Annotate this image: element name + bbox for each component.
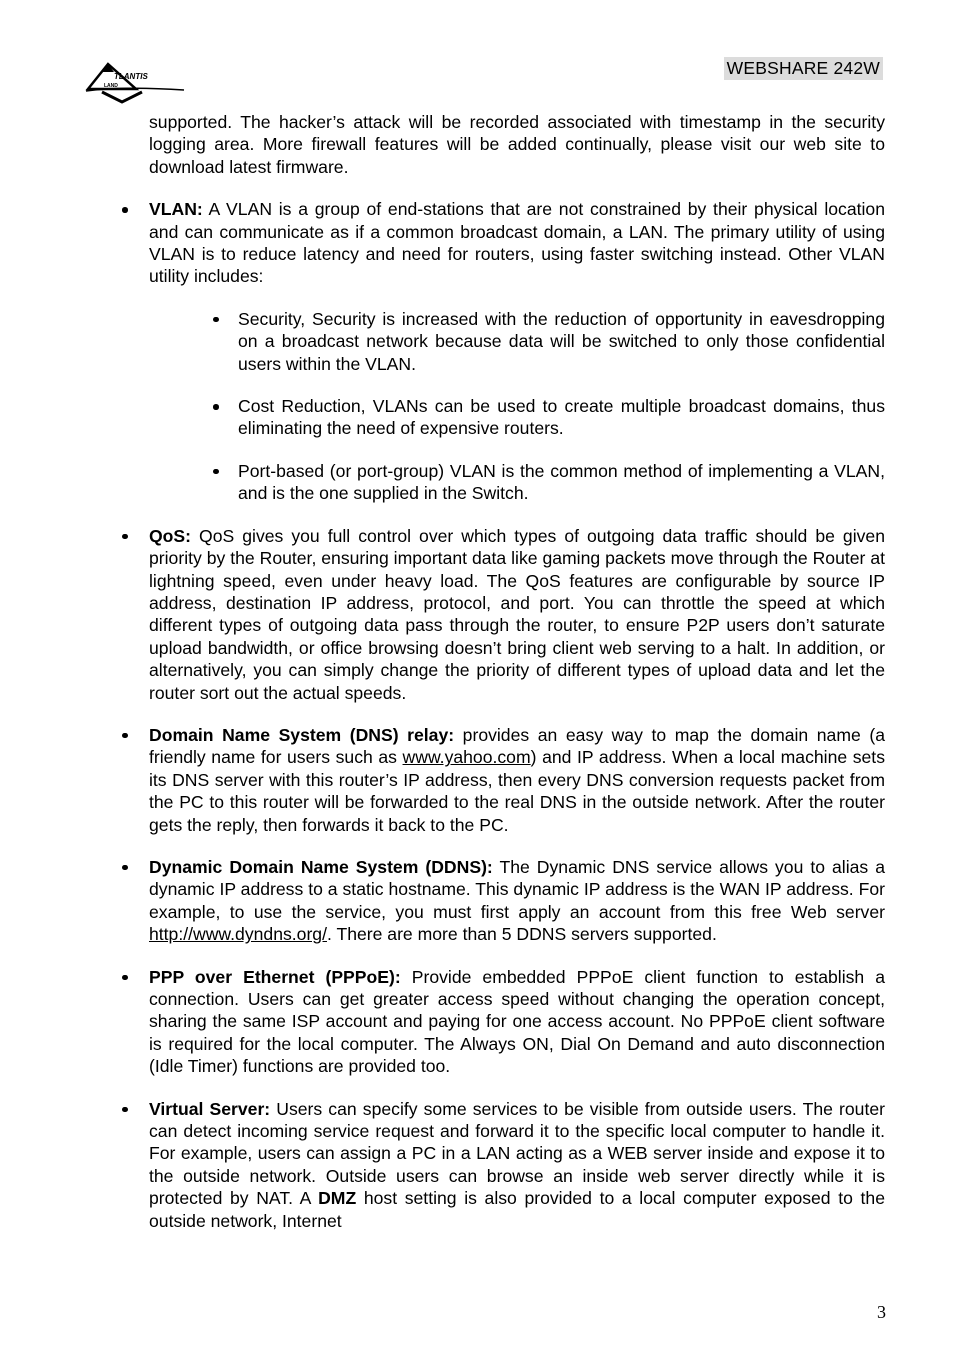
ddns-text-b: . There are more than 5 DDNS servers supported. <box>326 924 717 945</box>
virtual-server-text-a: Users can specify some services to be visible from outside users. The router can detect incoming service request and forward it to the specific local computer to handle it. For example, users can assign a PC in a LAN acting as a WEB server inside and expose it to the outside network. Outside users can browse an inside web server directly while it is protected by NAT. A <box>149 1098 885 1209</box>
vlan-sublist <box>238 308 885 505</box>
atlantis-logo <box>84 56 188 106</box>
virtual-server-item <box>149 1098 885 1232</box>
dmz-label: DMZ <box>318 1188 357 1209</box>
virtual-server-text-b: host setting is also provided to a local computer exposed to the outside network, Internet <box>149 1188 885 1231</box>
vlan-item <box>149 198 885 504</box>
vlan-title: VLAN: <box>149 199 203 220</box>
product-name: WEBSHARE 242W <box>724 57 883 80</box>
ddns-text-a: The Dynamic DNS service allows you to alias a dynamic IP address to a static hostname. This dynamic IP address is the WAN IP address. For example, to use the service, you must first apply an account from this free Web server <box>149 856 885 922</box>
dns-title: Domain Name System (DNS) relay: <box>149 724 455 745</box>
svg-text:TLANTIS: TLANTIS <box>114 72 148 81</box>
vlan-sub-text: Port-based (or port-group) VLAN is the common method of implementing a VLAN, and is the one supplied in the Switch. <box>238 460 885 504</box>
dyndns-link[interactable]: http://www.dyndns.org/ <box>149 924 327 945</box>
ddns-title: Dynamic Domain Name System (DDNS): <box>149 856 493 877</box>
virtual-server-title: Virtual Server: <box>149 1098 271 1119</box>
dns-text-b: ) and IP address. When a local machine sets its DNS server with this router’s IP address, then every DNS conversion requests packet from the PC to this router will be forwarded to the real DNS in the outside network. After the router gets the reply, then forwards it back to the PC. <box>149 747 885 835</box>
svg-text:LAND: LAND <box>104 83 118 89</box>
page-body <box>149 111 885 1252</box>
atlantis-land-logo-icon <box>84 56 188 106</box>
qos-item <box>149 525 885 704</box>
ddns-item <box>149 856 885 946</box>
qos-title: QoS: <box>149 525 192 546</box>
page-number: 3 <box>877 1302 886 1322</box>
vlan-text: A VLAN is a group of end-stations that are not constrained by their physical location and can communicate as if a common broadcast domain, a LAN. The primary utility of using VLAN is to reduce latency and need for routers, using faster switching instead. Other VLAN utility includes: <box>149 199 885 287</box>
vlan-sub-item <box>238 460 885 505</box>
intro-paragraph <box>149 111 885 178</box>
dns-item <box>149 724 885 836</box>
yahoo-link[interactable]: www.yahoo.com <box>402 747 531 768</box>
vlan-sub-text: Cost Reduction, VLANs can be used to create multiple broadcast domains, thus eliminating the need of expensive routers. <box>238 396 885 439</box>
pppoe-text: Provide embedded PPPoE client function to establish a connection. Users can get greater access speed without changing the operation concept, sharing the same ISP account and paying for one access account. No PPPoE client software is required for the local computer. The Always ON, Dial On Demand and auto disconnection (Idle Timer) functions are provided too. <box>149 966 885 1077</box>
qos-text: QoS gives you full control over which types of outgoing data traffic should be given priority by the Router, ensuring important data like gaming packets move through the Router at lightning speed, even under heavy load. The QoS features are configurable by source IP address, destination IP address, protocol, and port. You can throttle the speed at which different types of outgoing data pass through the router, to ensure P2P users don’t saturate upload bandwidth, or office browsing doesn’t bring client web serving to a halt. In addition, or alternatively, you can simply change the priority of different types of upload data and let the router sort out the actual speeds. <box>149 525 885 703</box>
dns-text-a: provides an easy way to map the domain name (a friendly name for users such as <box>149 724 885 768</box>
pppoe-item <box>149 966 885 1078</box>
intro-text: supported. The hacker’s attack will be recorded associated with timestamp in the security logging area. More firewall features will be added continually, please visit our web site to download latest firmware. <box>149 112 885 177</box>
vlan-sub-item <box>238 308 885 375</box>
vlan-sub-text: Security, Security is increased with the reduction of opportunity in eavesdropping on a broadcast network because data will be switched to only those confidential users within the VLAN. <box>238 308 885 374</box>
pppoe-title: PPP over Ethernet (PPPoE): <box>149 966 401 987</box>
vlan-sub-item <box>238 395 885 440</box>
